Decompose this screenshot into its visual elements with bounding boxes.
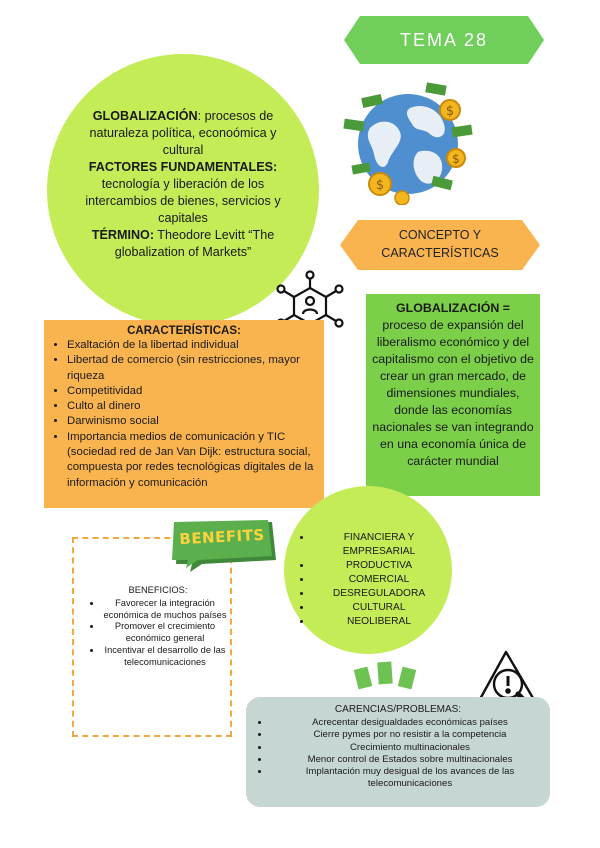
definicion-label: GLOBALIZACIÓN = <box>396 301 510 315</box>
concepto-banner-text: CONCEPTO Y CARACTERÍSTICAS <box>381 228 499 260</box>
definicion-body: proceso de expansión del liberalismo económico y del capitalismo con el objetivo de crear un gran mercado, de dimensiones mundiales, donde las economías nacionales se van integrando en una economía única de carácter mundial <box>372 318 534 468</box>
list-item: • NEOLIBERAL <box>312 615 446 629</box>
list-item: • Promover el crecimiento económico general <box>102 621 228 645</box>
svg-text:$: $ <box>452 152 460 166</box>
list-item: • Crecimiento multinacionales <box>270 742 550 754</box>
list-item: • Implantación muy desigual de los avances de las telecomunicaciones <box>270 766 550 791</box>
list-item: • Favorecer la integración económica de muchos países <box>102 598 228 622</box>
list-item: • FINANCIERA Y EMPRESARIAL <box>312 531 446 559</box>
list-item: • Darwinismo social <box>67 414 324 429</box>
list-item: • Cierre pymes por no resistir a la competencia <box>270 729 550 741</box>
list-item: • Menor control de Estados sobre multinacionales <box>270 754 550 766</box>
title-banner <box>344 16 544 64</box>
svg-text:$: $ <box>375 178 385 193</box>
list-item: • Culto al dinero <box>67 399 324 414</box>
globalizacion-circle-text <box>68 108 298 261</box>
tipos-text <box>296 531 446 629</box>
carencias-list <box>246 717 550 791</box>
benefits-badge <box>172 520 278 572</box>
list-item: • Importancia medios de comunicación y TIC (sociedad red de Jan Van Dijk: estructura social, compuesta por redes tecnológicas digitales de la información y comunicación <box>67 430 324 491</box>
concepto-banner <box>340 220 540 270</box>
globe-money-icon <box>340 80 475 205</box>
carencias-card <box>246 697 550 807</box>
factores-label: FACTORES FUNDAMENTALES: <box>88 160 278 174</box>
definicion-card <box>366 294 540 496</box>
list-item: • Libertad de comercio (sin restricciones, mayor riqueza <box>67 353 324 384</box>
list-item: • DESREGULADORA <box>312 587 446 601</box>
list-item: • Acrecentar desigualdades económicas países <box>270 717 550 729</box>
caracteristicas-card <box>44 320 324 508</box>
list-item: • COMERCIAL <box>312 573 446 587</box>
caracteristicas-heading: CARACTERÍSTICAS: <box>127 325 241 337</box>
list-item: • Exaltación de la libertad individual <box>67 338 324 353</box>
page-title: TEMA 28 <box>399 30 489 50</box>
globalizacion-text: : procesos de naturaleza política, econoómica y cultural <box>89 109 277 157</box>
list-item: • PRODUCTIVA <box>312 559 446 573</box>
beneficios-text <box>88 585 228 669</box>
list-item: • Incentivar el desarrollo de las telecomunicaciones <box>102 645 228 669</box>
globalizacion-label: GLOBALIZACIÓN <box>92 109 198 123</box>
beneficios-heading: BENEFICIOS: <box>128 585 188 595</box>
tipos-list <box>296 531 446 629</box>
carencias-heading: CARENCIAS/PROBLEMAS: <box>334 704 462 715</box>
termino-text: Theodore Levitt “The globalization of Markets” <box>114 228 275 259</box>
list-item: • CULTURAL <box>312 601 446 615</box>
decorative-dashes <box>352 658 422 692</box>
list-item: • Competitividad <box>67 384 324 399</box>
beneficios-list <box>88 598 228 669</box>
benefits-badge-text: BENEFITS <box>178 525 266 549</box>
svg-text:$: $ <box>445 104 455 119</box>
termino-label: TÉRMINO: <box>91 228 155 242</box>
caracteristicas-list <box>44 338 324 491</box>
definicion-text <box>366 294 540 470</box>
factores-text: tecnología y liberación de los intercambios de bienes, servicios y capitales <box>85 177 281 225</box>
